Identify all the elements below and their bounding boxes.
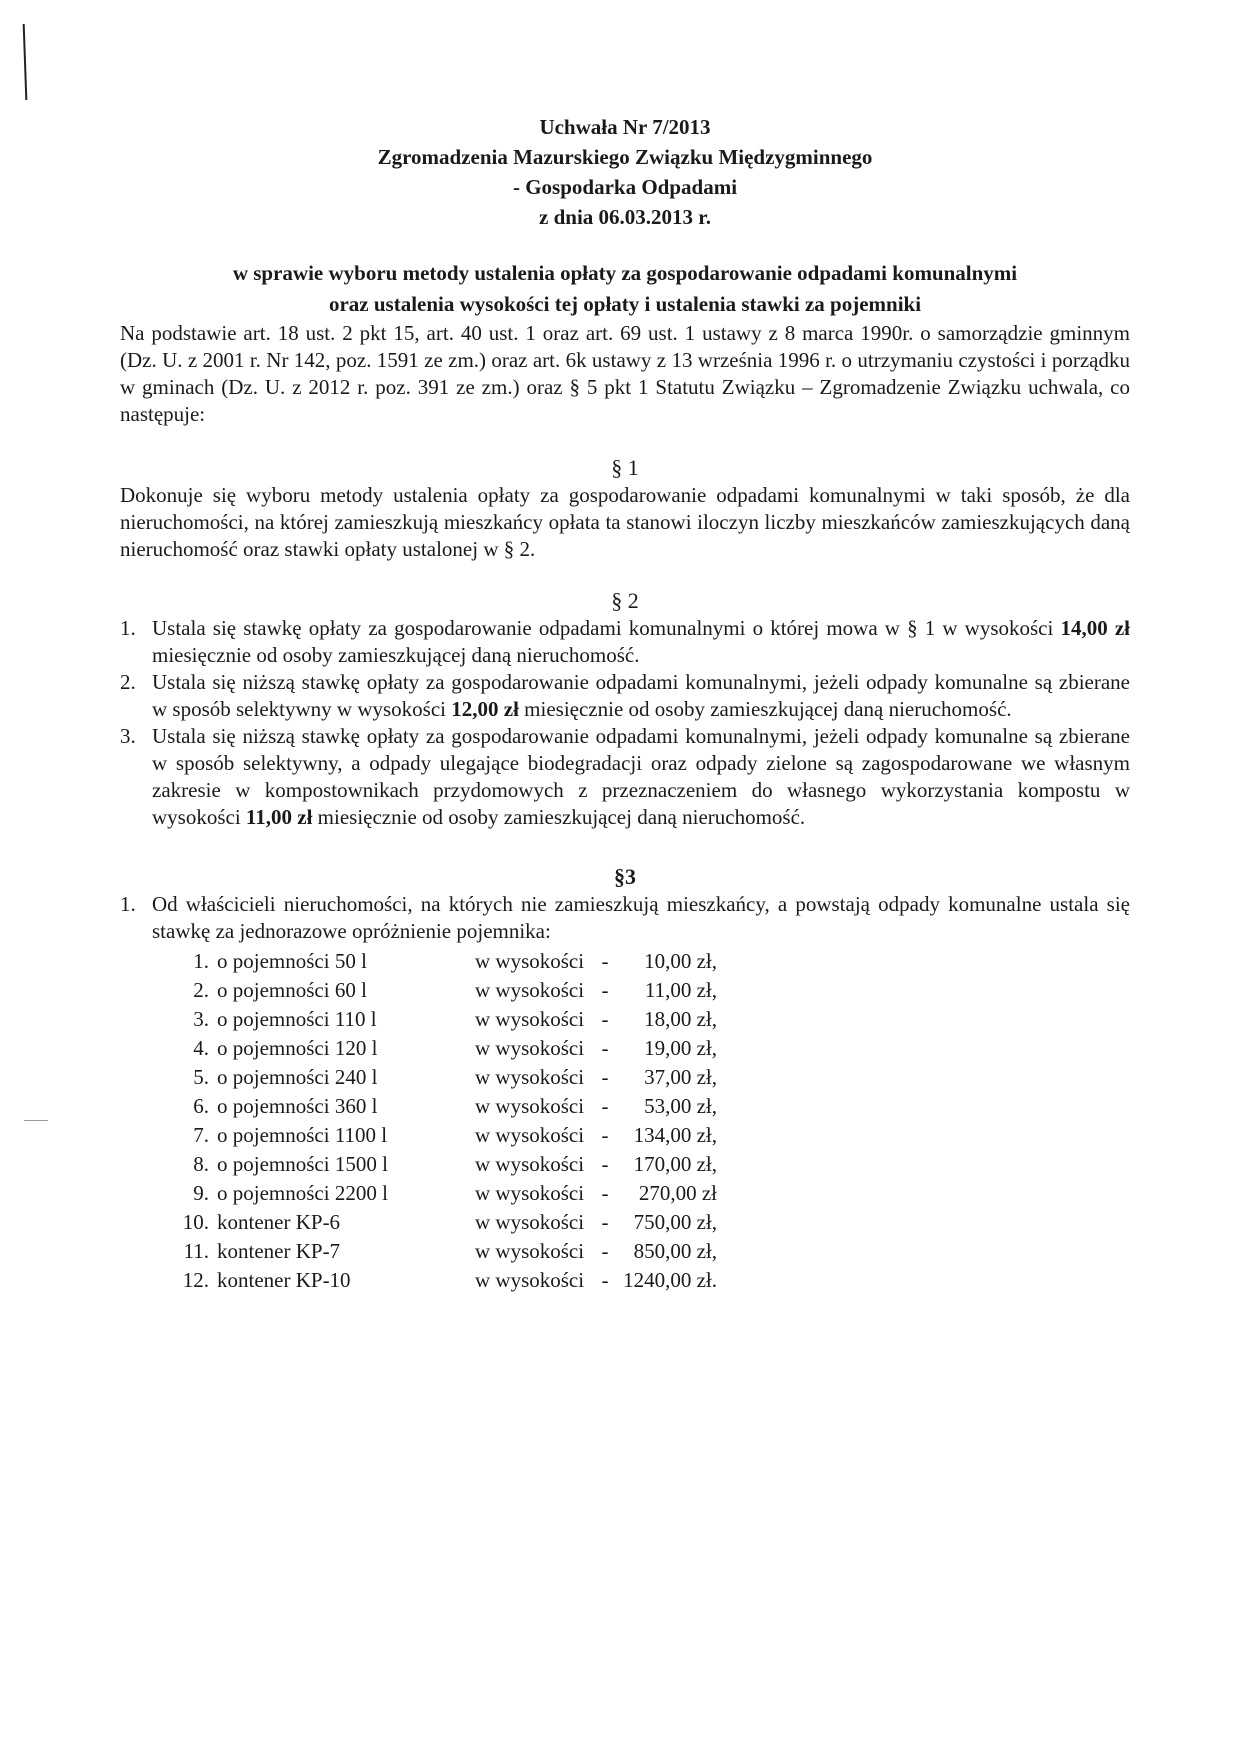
rate-number: 4.: [193, 1036, 209, 1060]
section-3-list: [120, 891, 1130, 945]
rate-amount: 18,00 zł,: [644, 1007, 717, 1031]
rate-amount: 19,00 zł,: [644, 1036, 717, 1060]
section-2-item: [120, 615, 1130, 669]
rate-number: 7.: [193, 1123, 209, 1147]
rate-label: w wysokości: [475, 1007, 585, 1031]
item-text-end: miesięcznie od osoby zamieszkującej daną nieruchomość.: [518, 697, 1012, 721]
rate-number: 11.: [183, 1239, 209, 1263]
rate-number: 10.: [182, 1210, 209, 1234]
item-number: 2.: [120, 670, 136, 694]
rate-amount: 53,00 zł,: [644, 1094, 717, 1118]
rate-dash: -: [601, 1181, 609, 1205]
rate-amount: 10,00 zł,: [644, 949, 717, 973]
item-text-start: Ustala się niższą stawkę opłaty za gospodarowanie odpadami komunalnymi, jeżeli odpady komunalne są zbierane w sposób selektywny w wysokości: [152, 670, 1130, 721]
rate-label: w wysokości: [475, 978, 585, 1002]
rate-label: w wysokości: [475, 1239, 585, 1263]
rate-number: 6.: [193, 1094, 209, 1118]
rate-row: [175, 1121, 717, 1150]
rate-dash: -: [601, 949, 609, 973]
rate-amount: 134,00 zł,: [633, 1123, 717, 1147]
rate-number: 2.: [193, 978, 209, 1002]
section-1-text: Dokonuje się wyboru metody ustalenia opłaty za gospodarowanie odpadami komunalnymi w taki sposób, że dla nieruchomości, na której zamieszkują mieszkańcy opłata ta stanowi iloczyn liczby mieszkańców zamieszkujących daną nieruchomość oraz stawki opłaty ustalonej w § 2.: [120, 483, 1130, 561]
scan-margin-mark: [23, 24, 28, 100]
rate-dash: -: [601, 1239, 609, 1263]
rate-number: 12.: [182, 1268, 209, 1292]
rate-amount: 11,00 zł: [245, 805, 313, 829]
rate-row: [175, 1237, 717, 1266]
rate-dash: -: [601, 1065, 609, 1089]
rate-description: o pojemności 360 l: [217, 1094, 378, 1118]
section-2-item: [120, 669, 1130, 723]
item-number: 1.: [120, 616, 136, 640]
rate-description: kontener KP-7: [217, 1239, 341, 1263]
rate-number: 9.: [193, 1181, 209, 1205]
resolution-subject: [120, 258, 1130, 320]
rate-label: w wysokości: [475, 1210, 585, 1234]
rate-amount: 14,00 zł: [1060, 616, 1130, 640]
scan-margin-dash: [24, 1120, 48, 1121]
assembly-name: Zgromadzenia Mazurskiego Związku Międzygminnego: [377, 145, 873, 169]
rate-dash: -: [601, 978, 609, 1002]
rate-row: [175, 947, 717, 976]
legal-basis-preamble: Na podstawie art. 18 ust. 2 pkt 15, art. 40 ust. 1 oraz art. 69 ust. 1 ustawy z 8 marca 1990r. o samorządzie gminnym (Dz. U. z 2001 r. Nr 142, poz. 1591 ze zm.) oraz art. 6k ustawy z 13 września 1996 r. o utrzymaniu czystości i porządku w gminach (Dz. U. z 2012 r. poz. 391 ze zm.) oraz § 5 pkt 1 Statutu Związku – Zgromadzenie Związku uchwala, co następuje:: [120, 321, 1130, 426]
rate-dash: -: [601, 1152, 609, 1176]
rate-amount: 750,00 zł,: [633, 1210, 717, 1234]
rate-description: o pojemności 60 l: [217, 978, 367, 1002]
item-text: [152, 723, 1130, 831]
rate-dash: -: [601, 1036, 609, 1060]
item-text-end: miesięcznie od osoby zamieszkującej daną nieruchomość.: [312, 805, 806, 829]
resolution-header: [120, 112, 1130, 232]
rate-label: w wysokości: [475, 949, 585, 973]
rate-label: w wysokości: [475, 1123, 585, 1147]
item-text: Od właścicieli nieruchomości, na których nie zamieszkują mieszkańcy, a powstają odpady komunalne ustala się stawkę za jednorazowe opróżnienie pojemnika:: [152, 892, 1130, 943]
rate-label: w wysokości: [475, 1181, 585, 1205]
rate-description: kontener KP-6: [217, 1210, 341, 1234]
section-3-item: [120, 891, 1130, 945]
rate-label: w wysokości: [475, 1268, 585, 1292]
rate-description: kontener KP-10: [217, 1268, 351, 1292]
rate-description: o pojemności 50 l: [217, 949, 367, 973]
rate-description: o pojemności 2200 l: [217, 1181, 388, 1205]
rate-number: 1.: [193, 949, 209, 973]
section-3-title: §3: [614, 864, 636, 889]
section-2-title: § 2: [611, 588, 639, 613]
rate-dash: -: [601, 1094, 609, 1118]
item-number: 1.: [120, 892, 136, 916]
container-rates-table: [175, 947, 717, 1295]
rate-amount: 850,00 zł,: [633, 1239, 717, 1263]
rate-amount: 37,00 zł,: [644, 1065, 717, 1089]
rate-amount: 270,00 zł: [638, 1181, 717, 1205]
rate-row: [175, 1092, 717, 1121]
document-page: [120, 112, 1130, 1295]
rate-label: w wysokości: [475, 1152, 585, 1176]
item-text-end: miesięcznie od osoby zamieszkującej daną nieruchomość.: [152, 643, 640, 667]
rate-amount: 1240,00 zł.: [623, 1268, 717, 1292]
rate-dash: -: [601, 1268, 609, 1292]
rate-number: 5.: [193, 1065, 209, 1089]
item-text: [152, 615, 1130, 669]
rate-row: [175, 976, 717, 1005]
rate-row: [175, 1179, 717, 1208]
item-text-start: Ustala się stawkę opłaty za gospodarowanie odpadami komunalnymi o której mowa w § 1 w wysokości: [152, 616, 1061, 640]
rate-dash: -: [601, 1123, 609, 1147]
rate-number: 8.: [193, 1152, 209, 1176]
item-text-start: Ustala się niższą stawkę opłaty za gospodarowanie odpadami komunalnymi, jeżeli odpady komunalne są zbierane w sposób selektywny, a odpady ulegające biodegradacji oraz odpady zielone są zagospodarowane we własnym zakresie w kompostownikach przydomowych z przeznaczeniem do własnego wykorzystania kompostu w wysokości: [152, 724, 1130, 829]
subject-line-1: w sprawie wyboru metody ustalenia opłaty za gospodarowanie odpadami komunalnymi: [232, 261, 1018, 285]
rate-row: [175, 1266, 717, 1295]
section-2-list: [120, 615, 1130, 831]
assembly-subtitle: - Gospodarka Odpadami: [512, 175, 738, 199]
rate-dash: -: [601, 1210, 609, 1234]
rate-description: o pojemności 110 l: [217, 1007, 377, 1031]
rate-description: o pojemności 1500 l: [217, 1152, 388, 1176]
resolution-date: z dnia 06.03.2013 r.: [539, 205, 711, 229]
rate-number: 3.: [193, 1007, 209, 1031]
section-2-item: [120, 723, 1130, 831]
rate-label: w wysokości: [475, 1065, 585, 1089]
item-number: 3.: [120, 724, 136, 748]
rate-row: [175, 1208, 717, 1237]
section-1-title: § 1: [611, 455, 639, 480]
rate-dash: -: [601, 1007, 609, 1031]
rate-description: o pojemności 240 l: [217, 1065, 378, 1089]
item-text: [152, 669, 1130, 723]
rate-label: w wysokości: [475, 1094, 585, 1118]
rate-amount: 170,00 zł,: [633, 1152, 717, 1176]
resolution-number: Uchwała Nr 7/2013: [539, 115, 711, 139]
rate-row: [175, 1034, 717, 1063]
rate-label: w wysokości: [475, 1036, 585, 1060]
rate-amount: 12,00 zł: [451, 697, 519, 721]
rate-row: [175, 1005, 717, 1034]
subject-line-2: oraz ustalenia wysokości tej opłaty i ustalenia stawki za pojemniki: [328, 292, 922, 316]
rate-row: [175, 1150, 717, 1179]
rate-row: [175, 1063, 717, 1092]
rate-description: o pojemności 120 l: [217, 1036, 378, 1060]
rate-amount: 11,00 zł,: [644, 978, 717, 1002]
rate-description: o pojemności 1100 l: [217, 1123, 388, 1147]
